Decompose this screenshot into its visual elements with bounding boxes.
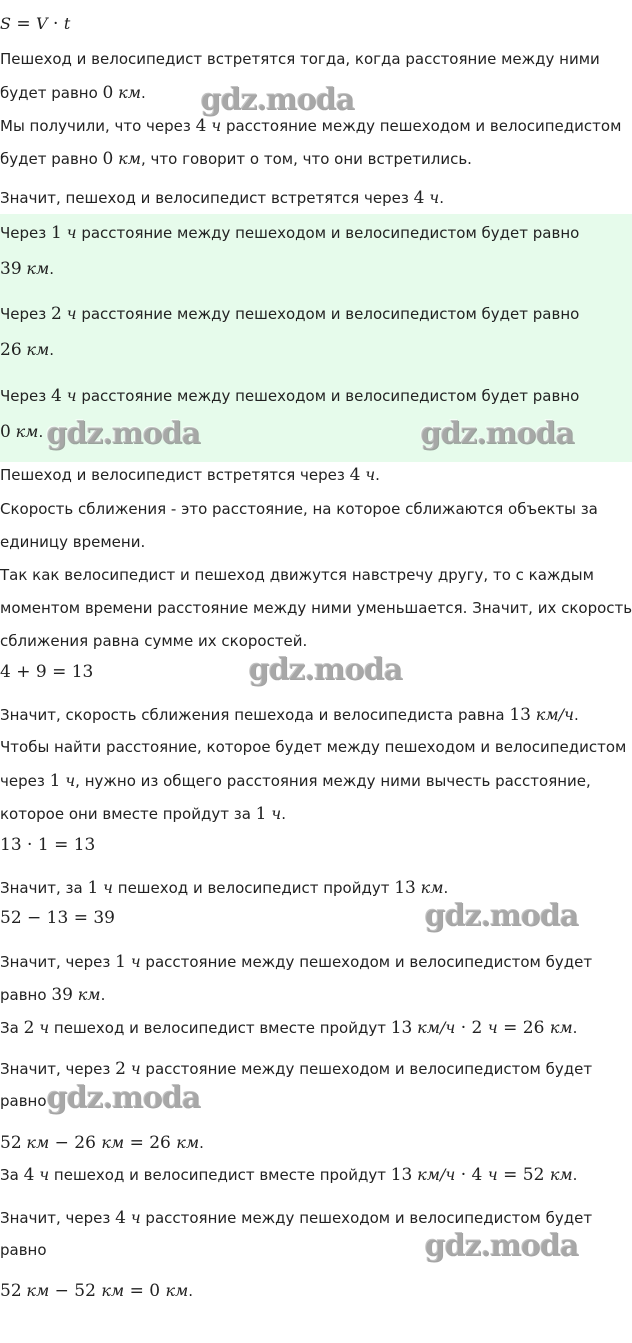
text-line: Через 2 ч расстояние между пешеходом и велосипедистом будет равно — [0, 304, 580, 324]
watermark-logo: gdz.moda — [46, 416, 200, 451]
watermark-logo: gdz.moda — [424, 1228, 578, 1263]
text-line: Значит, через 4 ч расстояние между пешеходом и велосипедистом будет — [0, 1208, 593, 1228]
text-line: Мы получили, что через 4 ч расстояние между пешеходом и велосипедистом — [0, 116, 622, 136]
watermark-logo: gdz.moda — [248, 652, 402, 687]
text-line: Значит, через 1 ч расстояние между пешеходом и велосипедистом будет — [0, 952, 593, 972]
text-line: Скорость сближения - это расстояние, на которое сближаются объекты за — [0, 500, 598, 518]
text-line: За 4 ч пешеход и велосипедист вместе пройдут 13 км/ч · 4 ч = 52 км. — [0, 1165, 578, 1185]
text-line: равно 39 км. — [0, 985, 106, 1005]
text-line: которое они вместе пройдут за 1 ч. — [0, 804, 287, 824]
text-line: 26 км. — [0, 340, 55, 360]
text-line: Чтобы найти расстояние, которое будет между пешеходом и велосипедистом — [0, 738, 627, 756]
text-line: Через 4 ч расстояние между пешеходом и велосипедистом будет равно — [0, 386, 580, 406]
text-line: Пешеход и велосипедист встретятся через 4 ч. — [0, 465, 380, 485]
text-line: единицу времени. — [0, 533, 146, 551]
text-line: Так как велосипедист и пешеход движутся навстречу другу, то с каждым — [0, 566, 594, 584]
watermark-logo: gdz.moda — [200, 82, 354, 117]
watermark-logo: gdz.moda — [424, 898, 578, 933]
watermark-logo: gdz.moda — [46, 1080, 200, 1115]
text-line: 0 км. — [0, 422, 44, 442]
formula-line: 52 − 13 = 39 — [0, 908, 115, 928]
text-line: равно — [0, 1241, 47, 1259]
text-line: Пешеход и велосипедист встретятся тогда, когда расстояние между ними — [0, 50, 600, 68]
text-line: Значит, за 1 ч пешеход и велосипедист пройдут 13 км. — [0, 878, 449, 898]
text-line: За 2 ч пешеход и велосипедист вместе пройдут 13 км/ч · 2 ч = 26 км. — [0, 1018, 578, 1038]
text-line: будет равно 0 км. — [0, 83, 146, 103]
text-line: Через 1 ч расстояние между пешеходом и велосипедистом будет равно — [0, 223, 580, 243]
formula-line: 4 + 9 = 13 — [0, 662, 94, 682]
text-line: сближения равна сумме их скоростей. — [0, 632, 308, 650]
text-line: Значит, пешеход и велосипедист встретятся через 4 ч. — [0, 188, 444, 208]
watermark-logo: gdz.moda — [420, 416, 574, 451]
text-line: Значит, через 2 ч расстояние между пешеходом и велосипедистом будет — [0, 1059, 593, 1079]
text-line: Значит, скорость сближения пешехода и велосипедиста равна 13 км/ч. — [0, 705, 579, 725]
formula-line: 13 · 1 = 13 — [0, 835, 96, 855]
formula-distance: S = V · t — [0, 14, 71, 34]
text-line: равно — [0, 1092, 47, 1110]
text-line: будет равно 0 км, что говорит о том, что они встретились. — [0, 149, 472, 169]
text-line: 39 км. — [0, 259, 55, 279]
formula-line: 52 км − 26 км = 26 км. — [0, 1133, 204, 1153]
text-line: моментом времени расстояние между ними уменьшается. Значит, их скорость — [0, 599, 632, 617]
text-line: через 1 ч, нужно из общего расстояния между ними вычесть расстояние, — [0, 771, 591, 791]
formula-line: 52 км − 52 км = 0 км. — [0, 1281, 194, 1301]
